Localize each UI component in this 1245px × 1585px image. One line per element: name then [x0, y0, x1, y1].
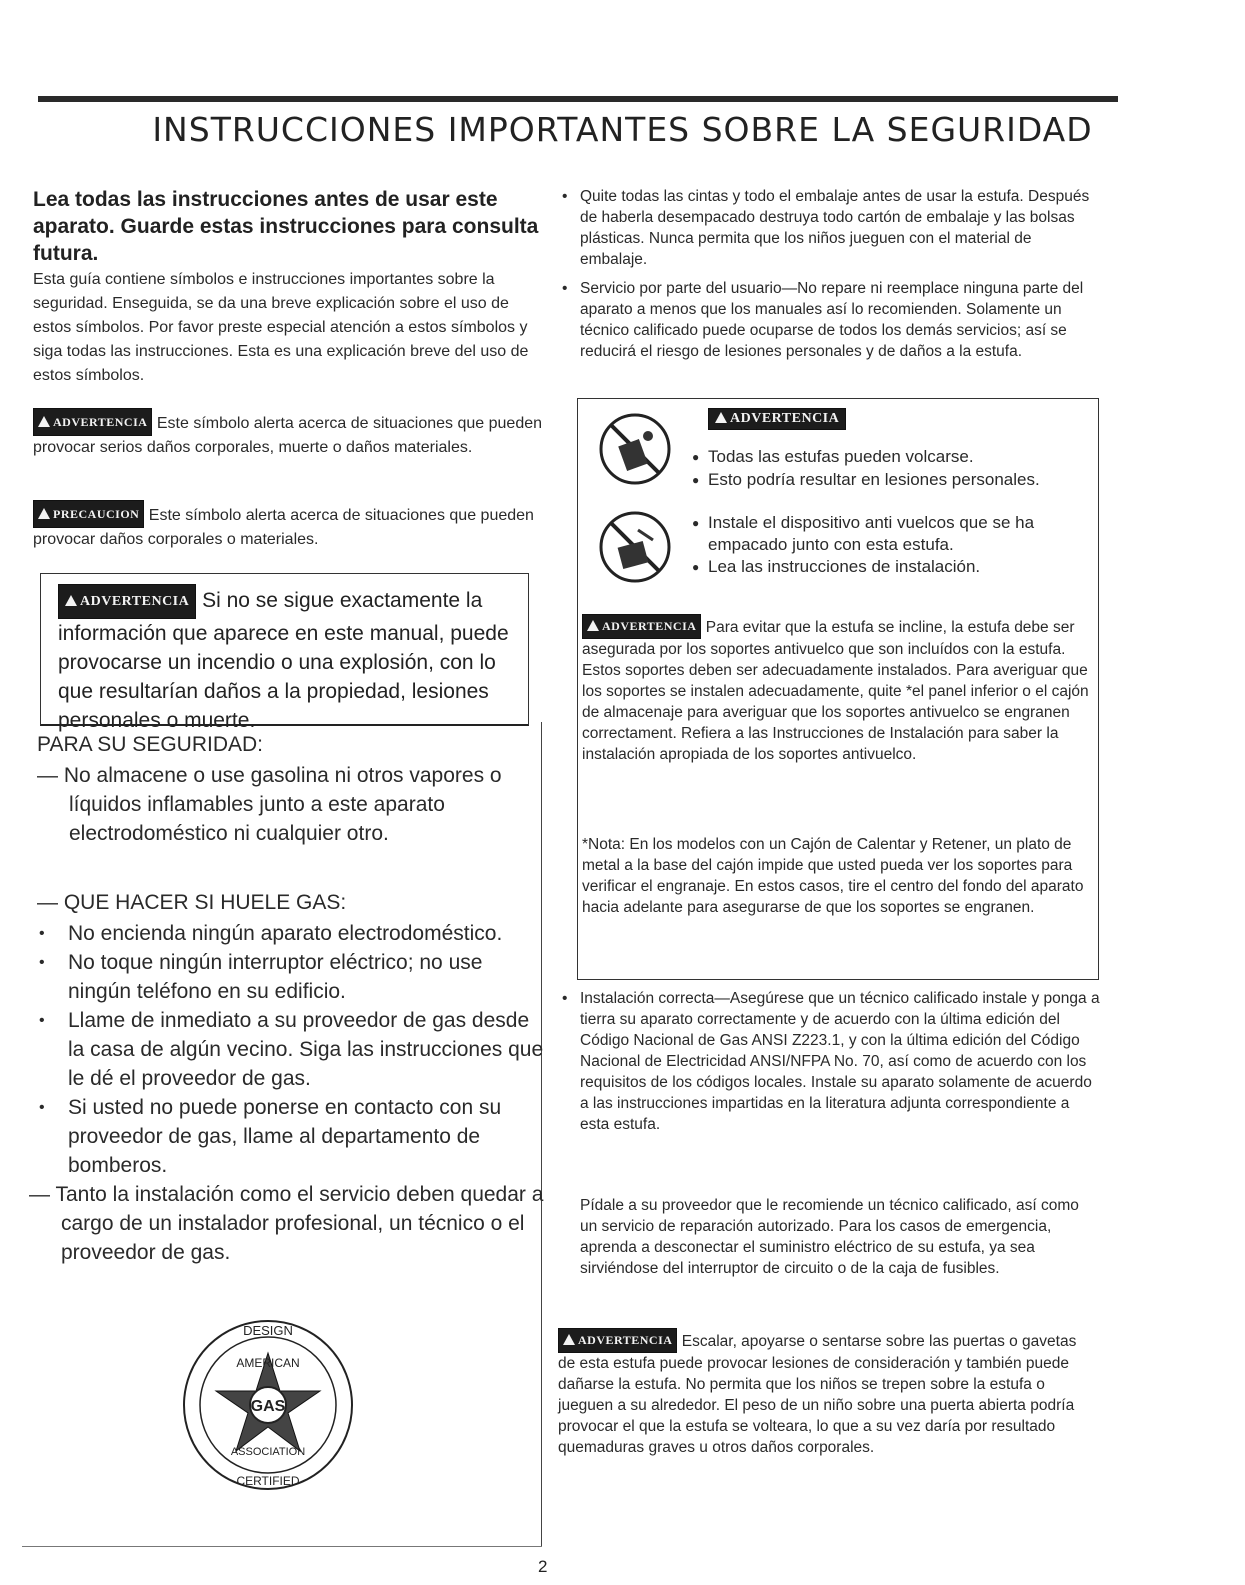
svg-text:DESIGN: DESIGN	[243, 1323, 293, 1338]
warning-badge: ADVERTENCIA	[558, 1328, 677, 1353]
page-number: 2	[538, 1557, 548, 1576]
gas-bullet: • Si usted no puede ponerse en contacto con su proveedor de gas, llame al departamento de bomberos.	[39, 1096, 502, 1177]
gas-bullet: • Llame de inmediato a su proveedor de gas desde la casa de algún vecino. Siga las instrucciones que le dé el proveedor de gas.	[39, 1009, 544, 1090]
top-rule	[38, 96, 1118, 102]
anti-tip-warning: ADVERTENCIA Para evitar que la estufa se incline, la estufa debe ser asegurada por los soportes antivuelco que son incluídos con la estufa. Estos soportes deben ser adecuadamente instalados. Para averiguar que los soportes se instalen adecuadamente, quite *el panel inferior o el cajón de almacenaje para averiguar que los soportes antivuelco se engranen correctament. Refiera a las Instrucciones de Instalación para saber la instalación apropiada de los soportes antivuelco.	[582, 614, 1097, 765]
warning-box: ADVERTENCIA Si no se sigue exactamente la información que aparece en este manual, puede provocarse un incendio o una explosión, con lo que resultarían daños a la propiedad, lesiones personales o muerte.	[58, 584, 528, 735]
safety-item: — No almacene o use gasolina ni otros vapores o líquidos inflamables junto a este aparato electrodoméstico ni cualquier otro.	[37, 764, 502, 845]
packaging-bullet: • Quite todas las cintas y todo el embalaje antes de usar la estufa. Después de haberla desempacado destruya todo cartón de embalaje y las bolsas plásticas. Nunca permita que los niños jueguen con el material de embalaje.	[562, 188, 1090, 268]
warning-symbol-explanation: ADVERTENCIA Este símbolo alerta acerca de situaciones que pueden provocar serios daños corporales, muerte o daños materiales.	[33, 408, 543, 460]
tip-warning-badge: ADVERTENCIA	[708, 408, 846, 430]
gas-bullet: • No toque ningún interruptor eléctrico; no use ningún teléfono en su edificio.	[39, 951, 483, 1003]
page-title: INSTRUCCIONES IMPORTANTES SOBRE LA SEGURIDAD	[152, 110, 1093, 149]
warning-badge: ADVERTENCIA	[582, 614, 701, 639]
warning-triangle-icon	[65, 595, 77, 606]
tip-line: ● Todas las estufas pueden volcarse.	[692, 447, 974, 466]
warning-badge: ADVERTENCIA	[58, 584, 196, 619]
safety-heading: PARA SU SEGURIDAD:	[37, 733, 263, 756]
gas-bullet: • No encienda ningún aparato electrodoméstico.	[39, 922, 503, 945]
bottom-rule	[22, 1546, 542, 1547]
warning-badge: ADVERTENCIA	[33, 408, 152, 436]
intro-heading: Lea todas las instrucciones antes de usar este aparato. Guarde estas instrucciones para consulta futura.	[33, 188, 539, 265]
warning-triangle-icon	[563, 1334, 575, 1345]
tip-line: ● Esto podría resultar en lesiones personales.	[692, 470, 1040, 489]
safety-item: — QUE HACER SI HUELE GAS:	[37, 891, 347, 914]
aga-certified-logo	[178, 1305, 358, 1505]
anti-tip-bracket-icon	[598, 510, 672, 584]
service-bullet: • Servicio por parte del usuario—No repare ni reemplace ninguna parte del aparato a menos que los manuales así lo recomienden. Solamente un técnico calificado puede ocuparse de todos los demás servicios; así se reducirá el riesgo de lesiones personales y de daños a la estufa.	[562, 280, 1084, 360]
warning-triangle-icon	[587, 620, 599, 631]
warning-triangle-icon	[38, 508, 50, 519]
climb-warning: ADVERTENCIA Escalar, apoyarse o sentarse sobre las puertas o gavetas de esta estufa puede provocar lesiones de consideración y también puede dañarse la estufa. No permita que los niños se trepen sobre la estufa o jueguen a su alrededor. El peso de un niño sobre una puerta abierta podría provocar el que la estufa se volteara, lo que a su vez daría por resultado quemaduras graves u otros daños corporales.	[558, 1328, 1088, 1458]
nota-paragraph: *Nota: En los modelos con un Cajón de Calentar y Retener, un plato de metal a la base del cajón impide que usted pueda ver los soportes para verificar el engranaje. En estos casos, tire el centro del fondo del aparato hacia adelante para asegurarse de que los soportes se engranen.	[582, 836, 1084, 916]
svg-text:GAS: GAS	[250, 1398, 286, 1415]
svg-text:CERTIFIED: CERTIFIED	[236, 1474, 300, 1488]
svg-text:AMERICAN: AMERICAN	[236, 1356, 300, 1370]
tip-over-icon	[598, 412, 672, 486]
tip-line: ● Lea las instrucciones de instalación.	[692, 557, 981, 576]
warning-triangle-icon	[38, 416, 50, 427]
safety-section	[29, 730, 547, 1269]
intro-paragraph: Esta guía contiene símbolos e instrucciones importantes sobre la seguridad. Enseguida, se da una breve explicación sobre el uso de estos símbolos. Por favor preste especial atención a estos símbolos y siga todas las instrucciones. Esta es una explicación breve del uso de estos símbolos.	[33, 271, 529, 384]
safety-item: — Tanto la instalación como el servicio deben quedar a cargo de un instalador profesional, un técnico o el proveedor de gas.	[29, 1183, 544, 1264]
tip-line: ● Instale el dispositivo anti vuelcos que se ha empacado junto con esta estufa.	[692, 513, 1035, 554]
caution-symbol-explanation: PRECAUCION Este símbolo alerta acerca de situaciones que pueden provocar daños corporales o materiales.	[33, 500, 543, 552]
svg-text:ASSOCIATION: ASSOCIATION	[230, 1446, 306, 1458]
service-paragraph: Pídale a su proveedor que le recomiende un técnico calificado, así como un servicio de reparación autorizado. Para los casos de emergencia, aprenda a desconectar el suministro eléctrico de su estufa, ya sea sirviéndose del interruptor de circuito o de la caja de fusibles.	[580, 1197, 1079, 1277]
installation-bullet: • Instalación correcta—Asegúrese que un técnico calificado instale y ponga a tierra su aparato correctamente y de acuerdo con la última edición del Código Nacional de Gas ANSI Z223.1, y con la última edición del Código Nacional de Electricidad ANSI/NFPA No. 70, así como de acuerdo con los requisitos de los códigos locales. Instale su aparato solamente de acuerdo a las instrucciones impartidas en la literatura adjunta correspondiente a esta estufa.	[562, 990, 1100, 1133]
warning-triangle-icon	[715, 412, 727, 423]
caution-badge: PRECAUCION	[33, 500, 144, 528]
